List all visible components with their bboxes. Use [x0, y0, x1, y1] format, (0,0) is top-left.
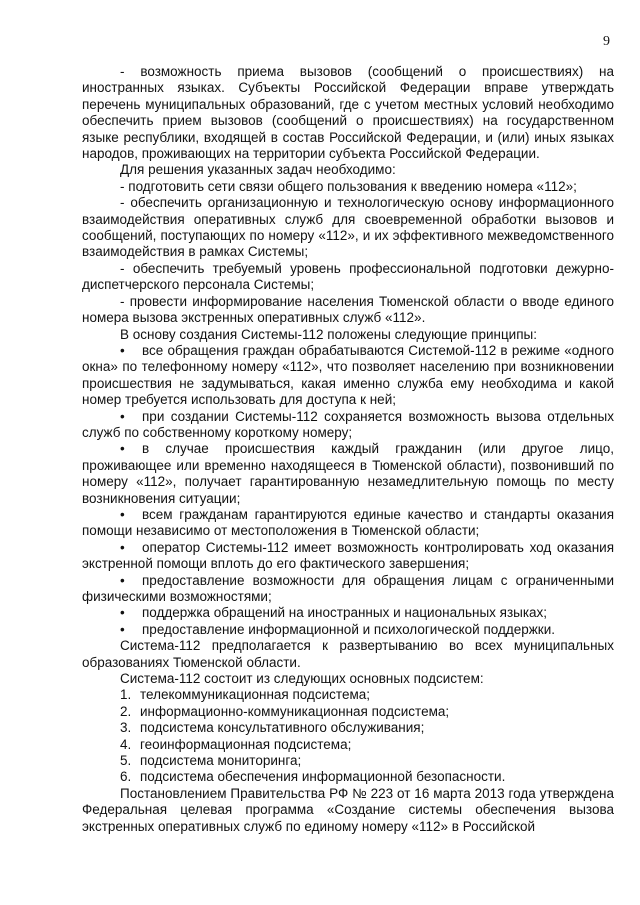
- dash-marker: -: [120, 195, 125, 211]
- paragraph-text: информационно-коммуникационная подсистема;: [140, 703, 450, 719]
- paragraph-text: подсистема мониторинга;: [140, 753, 302, 769]
- dash-marker: -: [120, 64, 125, 79]
- paragraph-text: предоставление возможности для обращения лицам с ограниченными физическими возможностями;: [82, 572, 614, 604]
- paragraph-text: подсистема обеспечения информационной безопасности.: [140, 769, 506, 785]
- paragraph: В основу создания Системы-112 положены следующие принципы:: [120, 326, 537, 342]
- paragraph-text: подсистема консультативного обслуживания;: [140, 720, 425, 736]
- list-item: [82, 294, 614, 327]
- list-item: [82, 769, 614, 785]
- list-item: [82, 687, 614, 703]
- list-item: [82, 753, 614, 769]
- list-item: [82, 507, 614, 540]
- paragraph-text: обеспечить организационную и технологическую основу информационного взаимодействия оперативных служб для своевременной обработки вызовов и сообщений, поступающих по номеру «112», и их эффективного межведомственного взаимодействия в рамках Системы;: [82, 195, 614, 260]
- number-marker: 6.: [120, 769, 132, 785]
- document-body: [82, 64, 614, 835]
- bullet-marker: •: [120, 539, 125, 555]
- paragraph-text: телекоммуникационная подсистема;: [140, 687, 370, 703]
- page-number: 9: [603, 34, 610, 49]
- paragraph-text: всем гражданам гарантируются единые качество и стандарты оказания помощи независимо от местоположения в Тюменской области;: [82, 506, 614, 539]
- bullet-marker: •: [120, 408, 125, 424]
- paragraph: Система-112 предполагается к развертыванию во всех муниципальных образованиях Тюменской области.: [82, 638, 614, 670]
- paragraph: Система-112 состоит из следующих основных подсистем:: [120, 671, 484, 687]
- number-marker: 1.: [120, 687, 132, 703]
- list-item: [82, 179, 614, 195]
- paragraph-text: возможность приема вызовов (сообщений о происшествиях) на иностранных языках. Субъекты Российской Федерации вправе утверждать перечень муниципальных образований, где с учетом местных условий необходимо обеспечить прием вызовов (сообщений о происшествиях) на государственном языке республики, входящей в состав Российской Федерации, и (или) иных языках народов, проживающих на территории субъекта Российской Федерации.: [82, 64, 614, 162]
- paragraph-text: предоставление информационной и психологической поддержки.: [142, 621, 555, 637]
- paragraph-text: обеспечить требуемый уровень профессиональной подготовки дежурно-диспетчерского персонала Системы;: [82, 260, 614, 293]
- list-item: [82, 441, 614, 507]
- list-item: [82, 573, 614, 606]
- dash-marker: -: [120, 260, 125, 276]
- number-marker: 4.: [120, 736, 132, 752]
- paragraph-text: в случае происшествия каждый гражданин (или другое лицо, проживающее или временно находящееся в Тюменской области), позвонивший по номеру «112», получает гарантированную незамедлительную помощь по месту возникновения ситуации;: [82, 441, 614, 506]
- list-item: [82, 343, 614, 409]
- paragraph: Постановлением Правительства РФ № 223 от 16 марта 2013 года утверждена Федеральная целевая программа «Создание системы обеспечения вызова экстренных оперативных служб по единому номеру «112» в Российской: [82, 785, 614, 834]
- list-item: [82, 64, 614, 162]
- list-item: [82, 605, 614, 621]
- list-item: [82, 540, 614, 573]
- number-marker: 5.: [120, 753, 132, 769]
- list-item: [82, 409, 614, 442]
- number-marker: 2.: [120, 703, 132, 719]
- number-marker: 3.: [120, 720, 132, 736]
- bullet-marker: •: [120, 441, 125, 457]
- list-item: [82, 195, 614, 261]
- paragraph-text: геоинформационная подсистема;: [140, 736, 352, 752]
- paragraph-text: поддержка обращений на иностранных и национальных языках;: [142, 605, 548, 621]
- paragraph-text: провести информирование населения Тюменской области о вводе единого номера вызова экстренных оперативных служб «112».: [82, 293, 614, 326]
- list-item: [82, 720, 614, 736]
- dash-marker: -: [120, 178, 125, 194]
- bullet-marker: •: [120, 621, 125, 637]
- list-item: [82, 622, 614, 638]
- paragraph: Для решения указанных задач необходимо:: [120, 162, 396, 178]
- bullet-marker: •: [120, 572, 125, 588]
- paragraph-text: подготовить сети связи общего пользования к введению номера «112»;: [128, 178, 577, 194]
- bullet-marker: •: [120, 342, 125, 358]
- paragraph-text: при создании Системы-112 сохраняется возможность вызова отдельных служб по собственному короткому номеру;: [82, 408, 614, 440]
- dash-marker: -: [120, 293, 125, 309]
- list-item: [82, 704, 614, 720]
- paragraph-text: оператор Системы-112 имеет возможность контролировать ход оказания экстренной помощи вплоть до его фактического завершения;: [82, 539, 614, 572]
- paragraph-text: все обращения граждан обрабатываются Системой-112 в режиме «одного окна» по телефонному номеру «112», что позволяет населению при возникновении происшествия не задумываться, какая именно служба ему необходима и какой номер требуется использовать для доступа к ней;: [82, 342, 614, 408]
- bullet-marker: •: [120, 506, 125, 522]
- list-item: [82, 737, 614, 753]
- bullet-marker: •: [120, 605, 125, 621]
- list-item: [82, 261, 614, 294]
